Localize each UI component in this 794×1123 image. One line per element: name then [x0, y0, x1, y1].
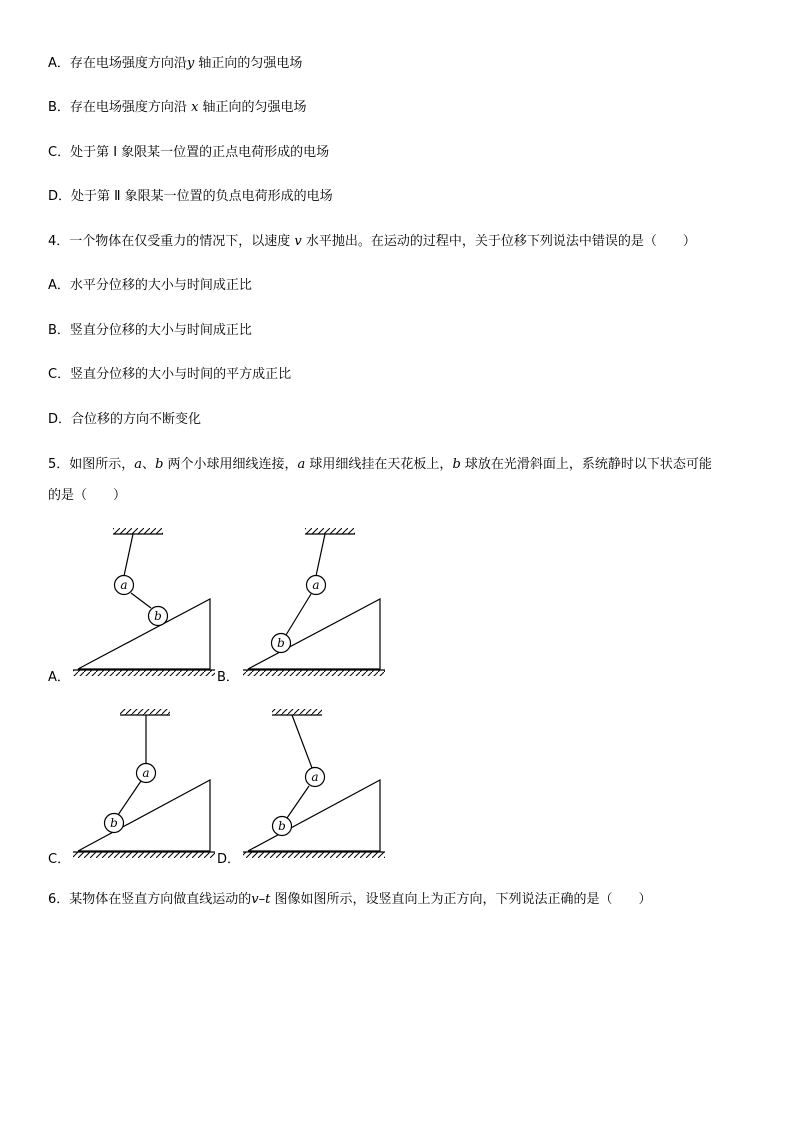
- ball-b-label: b: [278, 819, 286, 833]
- ground-hatch: [73, 852, 215, 858]
- string-a-b: [286, 594, 311, 635]
- ground-hatch: [73, 670, 215, 676]
- string-a-b: [131, 593, 151, 608]
- q3-option-b: B．存在电场强度方向沿 x 轴正向的匀强电场: [48, 100, 307, 115]
- ceiling-hatch: [305, 528, 355, 534]
- ball-a-label: a: [312, 578, 320, 592]
- q3-option-d: D．处于第 Ⅱ 象限某一位置的负点电荷形成的电场: [48, 189, 333, 204]
- ball-a-label: a: [120, 578, 128, 592]
- figure-a: [73, 528, 215, 676]
- ceiling-hatch: [120, 709, 170, 715]
- q5-stem-line2: 的是（ ）: [48, 488, 127, 503]
- q6-stem: 6．某物体在竖直方向做直线运动的v–t 图像如图所示，设竖直向上为正方向，下列说法正确的是（ ）: [48, 892, 652, 907]
- figure-d: [243, 709, 385, 858]
- ball-a-label: a: [311, 770, 319, 784]
- figure-label-a: A．: [48, 670, 70, 685]
- figure-b: [243, 528, 385, 676]
- q3-option-a: A．存在电场强度方向沿y 轴正向的匀强电场: [48, 56, 303, 71]
- string-ceiling-a: [292, 715, 312, 768]
- ground-hatch: [243, 852, 385, 858]
- q4-stem: 4．一个物体在仅受重力的情况下，以速度 v 水平抛出。在运动的过程中，关于位移下列说法中错误的是（ ）: [48, 234, 696, 249]
- string-a-b: [287, 786, 309, 818]
- ball-a-label: a: [142, 766, 150, 780]
- q4-option-b: B．竖直分位移的大小与时间成正比: [48, 323, 252, 338]
- figure-label-b: B．: [217, 670, 239, 685]
- figure-label-c: C．: [48, 852, 71, 867]
- q5-stem: 5．如图所示，a、b 两个小球用细线连接，a 球用细线挂在天花板上，b 球放在光滑斜面上，系统静时以下状态可能: [48, 457, 712, 472]
- ceiling-hatch: [272, 709, 322, 715]
- ball-b-label: b: [110, 816, 118, 830]
- ground-hatch: [243, 670, 385, 676]
- figure-c: [73, 709, 215, 858]
- string-a-b: [118, 781, 141, 815]
- incline: [78, 780, 210, 851]
- q3-option-c: C．处于第 Ⅰ 象限某一位置的正点电荷形成的电场: [48, 145, 330, 160]
- q4-option-a: A．水平分位移的大小与时间成正比: [48, 278, 252, 293]
- incline: [78, 599, 210, 669]
- figure-label-d: D．: [217, 852, 241, 867]
- q4-option-d: D．合位移的方向不断变化: [48, 412, 202, 427]
- string-ceiling-a: [124, 534, 133, 576]
- ceiling-hatch: [113, 528, 163, 534]
- q4-option-c: C．竖直分位移的大小与时间的平方成正比: [48, 367, 292, 382]
- string-ceiling-a: [316, 534, 325, 576]
- ball-b-label: b: [277, 636, 285, 650]
- ball-b-label: b: [154, 609, 162, 623]
- incline: [248, 780, 380, 851]
- incline: [248, 599, 380, 669]
